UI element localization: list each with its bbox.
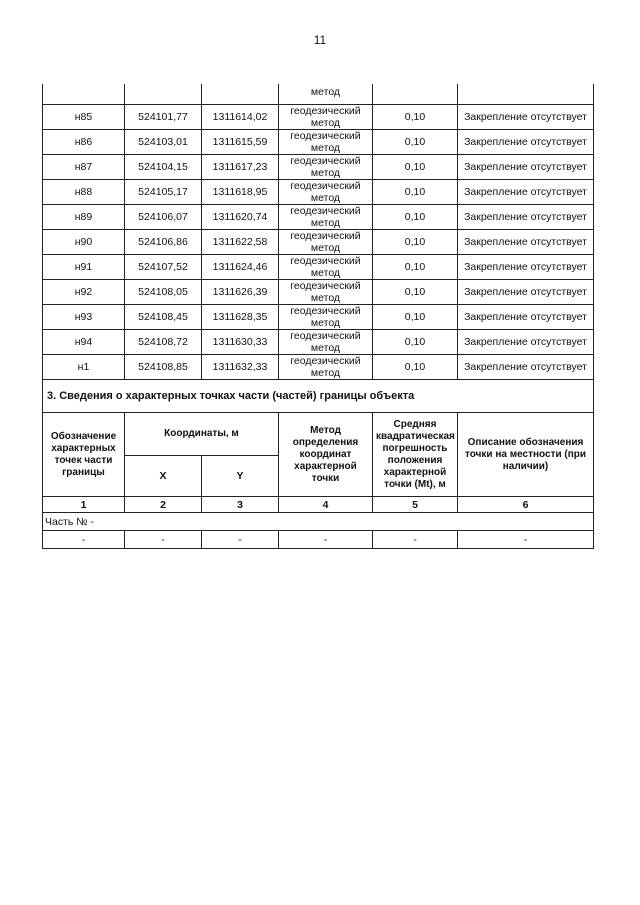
table-row (43, 355, 594, 380)
header-description-line: наличии) (502, 460, 549, 472)
description-cell: Закрепление отсутствует (458, 280, 594, 305)
method-line: метод (310, 292, 341, 304)
method-line: метод (310, 217, 341, 229)
method-cell (279, 180, 373, 205)
column-numbers-row (43, 497, 594, 513)
method-line: метод (310, 367, 341, 379)
description-cell: Закрепление отсутствует (458, 180, 594, 205)
section-3-title: 3. Сведения о характерных точках части (частей) границы объекта (43, 380, 594, 413)
x-cell: 524105,17 (125, 180, 202, 205)
method-line: геодезический (290, 180, 361, 192)
point-cell: н88 (43, 180, 125, 205)
method-line: геодезический (290, 105, 361, 117)
header-method-line: Метод (310, 424, 341, 436)
method-line: метод (310, 267, 341, 279)
method-line: метод (310, 117, 341, 129)
header-x: X (125, 456, 202, 497)
description-cell: Закрепление отсутствует (458, 355, 594, 380)
x-cell: 524108,72 (125, 330, 202, 355)
header-accuracy-line: характерной (383, 466, 447, 478)
header-point-line: границы (62, 466, 105, 478)
point-cell: н92 (43, 280, 125, 305)
description-cell: Закрепление отсутствует (458, 330, 594, 355)
header-point-line: Обозначение (50, 430, 117, 442)
header-description-line: точки на местности (при (464, 448, 587, 460)
y-cell: 1311618,95 (202, 180, 279, 205)
method-line: метод (310, 142, 341, 154)
continued-row (43, 84, 594, 105)
point-cell: н86 (43, 130, 125, 155)
column-number: 2 (125, 497, 202, 513)
method-line: геодезический (290, 155, 361, 167)
method-line: геодезический (290, 130, 361, 142)
method-cell (279, 255, 373, 280)
header-y: Y (202, 456, 279, 497)
point-cell: н93 (43, 305, 125, 330)
header-accuracy-line: положения (387, 454, 443, 466)
method-cell (279, 230, 373, 255)
cell (373, 84, 458, 105)
method-line: метод (310, 317, 341, 329)
column-number: 5 (373, 497, 458, 513)
method-line: метод (310, 342, 341, 354)
header-accuracy-line: Средняя (393, 418, 437, 430)
method-cell (279, 305, 373, 330)
column-number: 4 (279, 497, 373, 513)
header-row (43, 413, 594, 456)
accuracy-cell: 0,10 (373, 130, 458, 155)
x-cell: 524101,77 (125, 105, 202, 130)
y-cell: 1311615,59 (202, 130, 279, 155)
y-cell: 1311620,74 (202, 205, 279, 230)
point-cell: н87 (43, 155, 125, 180)
table-row (43, 330, 594, 355)
header-accuracy (373, 413, 458, 497)
y-cell: 1311628,35 (202, 305, 279, 330)
x-cell: 524103,01 (125, 130, 202, 155)
table-row (43, 180, 594, 205)
x-cell: 524106,86 (125, 230, 202, 255)
table-row (43, 305, 594, 330)
header-point-line: характерных (51, 442, 116, 454)
header-method-line: координат (299, 448, 352, 460)
point-cell: н90 (43, 230, 125, 255)
point-cell: н89 (43, 205, 125, 230)
method-line: геодезический (290, 205, 361, 217)
method-cell (279, 330, 373, 355)
x-cell: 524106,07 (125, 205, 202, 230)
empty-cell: - (458, 531, 594, 549)
part-label: Часть № - (43, 513, 594, 531)
point-cell: н1 (43, 355, 125, 380)
empty-cell: - (373, 531, 458, 549)
table-row (43, 130, 594, 155)
y-cell: 1311624,46 (202, 255, 279, 280)
header-accuracy-line: квадратическая (376, 430, 455, 442)
x-cell: 524104,15 (125, 155, 202, 180)
accuracy-cell: 0,10 (373, 330, 458, 355)
y-cell: 1311630,33 (202, 330, 279, 355)
header-coordinates: Координаты, м (125, 413, 279, 456)
accuracy-cell: 0,10 (373, 205, 458, 230)
empty-cell: - (43, 531, 125, 549)
method-line: геодезический (290, 305, 361, 317)
empty-data-row (43, 531, 594, 549)
method-line: метод (310, 242, 341, 254)
description-cell: Закрепление отсутствует (458, 230, 594, 255)
point-cell: н94 (43, 330, 125, 355)
x-cell: 524108,85 (125, 355, 202, 380)
method-cell (279, 205, 373, 230)
accuracy-cell: 0,10 (373, 180, 458, 205)
description-cell: Закрепление отсутствует (458, 130, 594, 155)
method-cell (279, 280, 373, 305)
method-line: геодезический (290, 330, 361, 342)
accuracy-cell: 0,10 (373, 105, 458, 130)
page-number: 11 (313, 33, 327, 47)
empty-cell: - (125, 531, 202, 549)
cell (458, 84, 594, 105)
accuracy-cell: 0,10 (373, 305, 458, 330)
boundary-points-table (42, 84, 594, 549)
header-accuracy-line: погрешность (382, 442, 448, 454)
accuracy-cell: 0,10 (373, 355, 458, 380)
method-line: геодезический (290, 255, 361, 267)
description-cell: Закрепление отсутствует (458, 305, 594, 330)
section-3-title-row (43, 380, 594, 413)
header-point (43, 413, 125, 497)
x-cell: 524107,52 (125, 255, 202, 280)
x-cell: 524108,05 (125, 280, 202, 305)
table-row (43, 205, 594, 230)
column-number: 1 (43, 497, 125, 513)
empty-cell: - (279, 531, 373, 549)
header-point-line: точек части (54, 454, 113, 466)
header-description (458, 413, 594, 497)
point-cell: н85 (43, 105, 125, 130)
header-method-line: определения (292, 436, 359, 448)
table-row (43, 105, 594, 130)
y-cell: 1311617,23 (202, 155, 279, 180)
method-line: метод (310, 167, 341, 179)
method-cell (279, 155, 373, 180)
method-line: метод (310, 192, 341, 204)
method-tail: метод (279, 84, 373, 105)
accuracy-cell: 0,10 (373, 255, 458, 280)
description-cell: Закрепление отсутствует (458, 155, 594, 180)
y-cell: 1311632,33 (202, 355, 279, 380)
method-cell (279, 130, 373, 155)
cell (43, 84, 125, 105)
method-line: геодезический (290, 280, 361, 292)
method-cell (279, 105, 373, 130)
description-cell: Закрепление отсутствует (458, 205, 594, 230)
point-cell: н91 (43, 255, 125, 280)
table-row (43, 280, 594, 305)
y-cell: 1311614,02 (202, 105, 279, 130)
y-cell: 1311622,58 (202, 230, 279, 255)
header-method-line: точки (311, 472, 340, 484)
description-cell: Закрепление отсутствует (458, 105, 594, 130)
method-cell (279, 355, 373, 380)
method-line: геодезический (290, 230, 361, 242)
header-accuracy-line: точки (Mt), м (384, 478, 446, 490)
column-number: 6 (458, 497, 594, 513)
header-method-line: характерной (294, 460, 357, 472)
y-cell: 1311626,39 (202, 280, 279, 305)
table-row (43, 230, 594, 255)
method-line: геодезический (290, 355, 361, 367)
header-method (279, 413, 373, 497)
cell (125, 84, 202, 105)
accuracy-cell: 0,10 (373, 230, 458, 255)
part-row (43, 513, 594, 531)
accuracy-cell: 0,10 (373, 155, 458, 180)
cell (202, 84, 279, 105)
table-row (43, 155, 594, 180)
header-description-line: Описание обозначения (467, 436, 584, 448)
empty-cell: - (202, 531, 279, 549)
accuracy-cell: 0,10 (373, 280, 458, 305)
column-number: 3 (202, 497, 279, 513)
x-cell: 524108,45 (125, 305, 202, 330)
table-row (43, 255, 594, 280)
description-cell: Закрепление отсутствует (458, 255, 594, 280)
